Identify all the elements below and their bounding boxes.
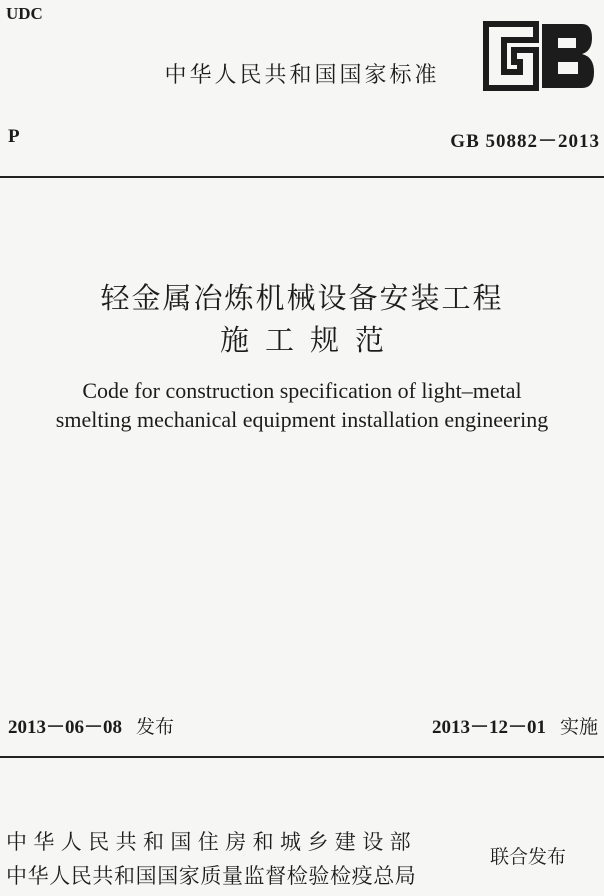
implement-label: 实施: [559, 716, 598, 738]
standard-number: GB 50882－2013: [450, 131, 600, 152]
title-cn-line2: 施工规范: [219, 323, 400, 357]
top-divider: [0, 176, 604, 178]
udc-label: UDC: [6, 4, 43, 23]
issue-label: 发布: [136, 716, 175, 738]
category-code: P: [8, 126, 20, 147]
gb-logo: [478, 18, 598, 94]
title-cn-line1: 轻金属冶炼机械设备安装工程: [100, 281, 504, 315]
implement-date-block: [432, 712, 598, 739]
national-standard-heading: 中华人民共和国国家标准: [164, 63, 440, 88]
title-en-line2: smelting mechanical equipment installation engineering: [55, 407, 549, 432]
gb-logo-text: GB: [478, 18, 480, 19]
joint-issue-label: 联合发布: [490, 846, 567, 868]
title-en-line1: Code for construction specification of light–metal: [82, 378, 522, 403]
issue-date: 2013－06－08: [8, 717, 123, 738]
implement-date: 2013－12－01: [431, 717, 546, 738]
issuer-aqsiq: 中华人民共和国国家质量监督检验检疫总局: [6, 864, 417, 888]
issuer-ministry-housing: 中华人民共和国住房和城乡建设部: [6, 830, 417, 854]
issue-date-block: [8, 712, 174, 739]
bottom-divider: [0, 756, 604, 758]
